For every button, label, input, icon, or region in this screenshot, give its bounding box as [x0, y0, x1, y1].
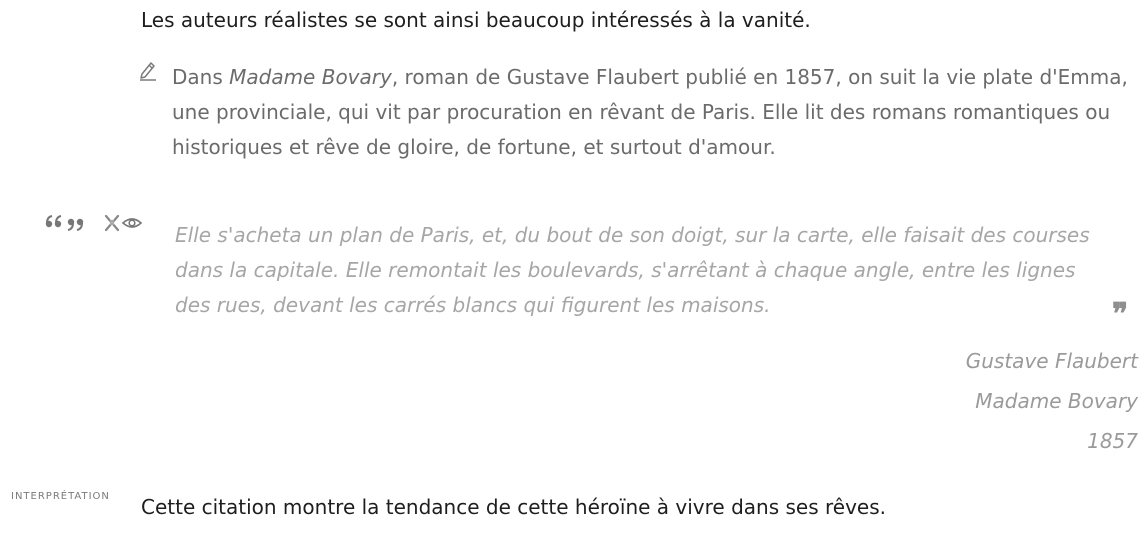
note-lead: Dans [172, 65, 230, 89]
quote-text: Elle s'acheta un plan de Paris, et, du bout de son doigt, sur la carte, elle faisait des courses dans la capitale. Elle remontait les boulevards, s'arrêtant à chaque angle, entre les lignes des rues, devant les carrés blancs qui figurent les maisons. [175, 223, 1090, 317]
quote-attribution [966, 341, 1138, 461]
interpretation-text: Cette citation montre la tendance de cette héroïne à vivre dans ses rêves. [141, 495, 886, 519]
intro-paragraph: Les auteurs réalistes se sont ainsi beaucoup intéressés à la vanité. [141, 8, 811, 32]
pen-icon [138, 59, 158, 81]
eye-icon[interactable] [123, 219, 141, 227]
quote-toolbar [44, 212, 148, 234]
work-title: Madame Bovary [229, 65, 392, 89]
moon-icon[interactable] [94, 216, 101, 230]
quote-author: Gustave Flaubert [965, 349, 1138, 373]
interpretation-label: INTERPRÉTATION [11, 491, 110, 502]
context-note [172, 60, 1132, 165]
hide-icon[interactable] [106, 216, 118, 230]
quote-year: 1857 [1087, 429, 1138, 453]
note-rest: , roman de Gustave Flaubert publié en 1857, on suit la vie plate d'Emma, une provinciale, qui vit par procuration en rêvant de Paris. Elle lit des romans romantiques ou historiques et rêve de gloire, de fortune, et surtout d'amour. [172, 65, 1128, 159]
open-quote-icon[interactable] [46, 216, 61, 227]
closing-quote-icon: ❞ [1112, 297, 1129, 332]
close-quote-icon[interactable] [68, 219, 83, 230]
quote-work: Madame Bovary [975, 389, 1138, 413]
